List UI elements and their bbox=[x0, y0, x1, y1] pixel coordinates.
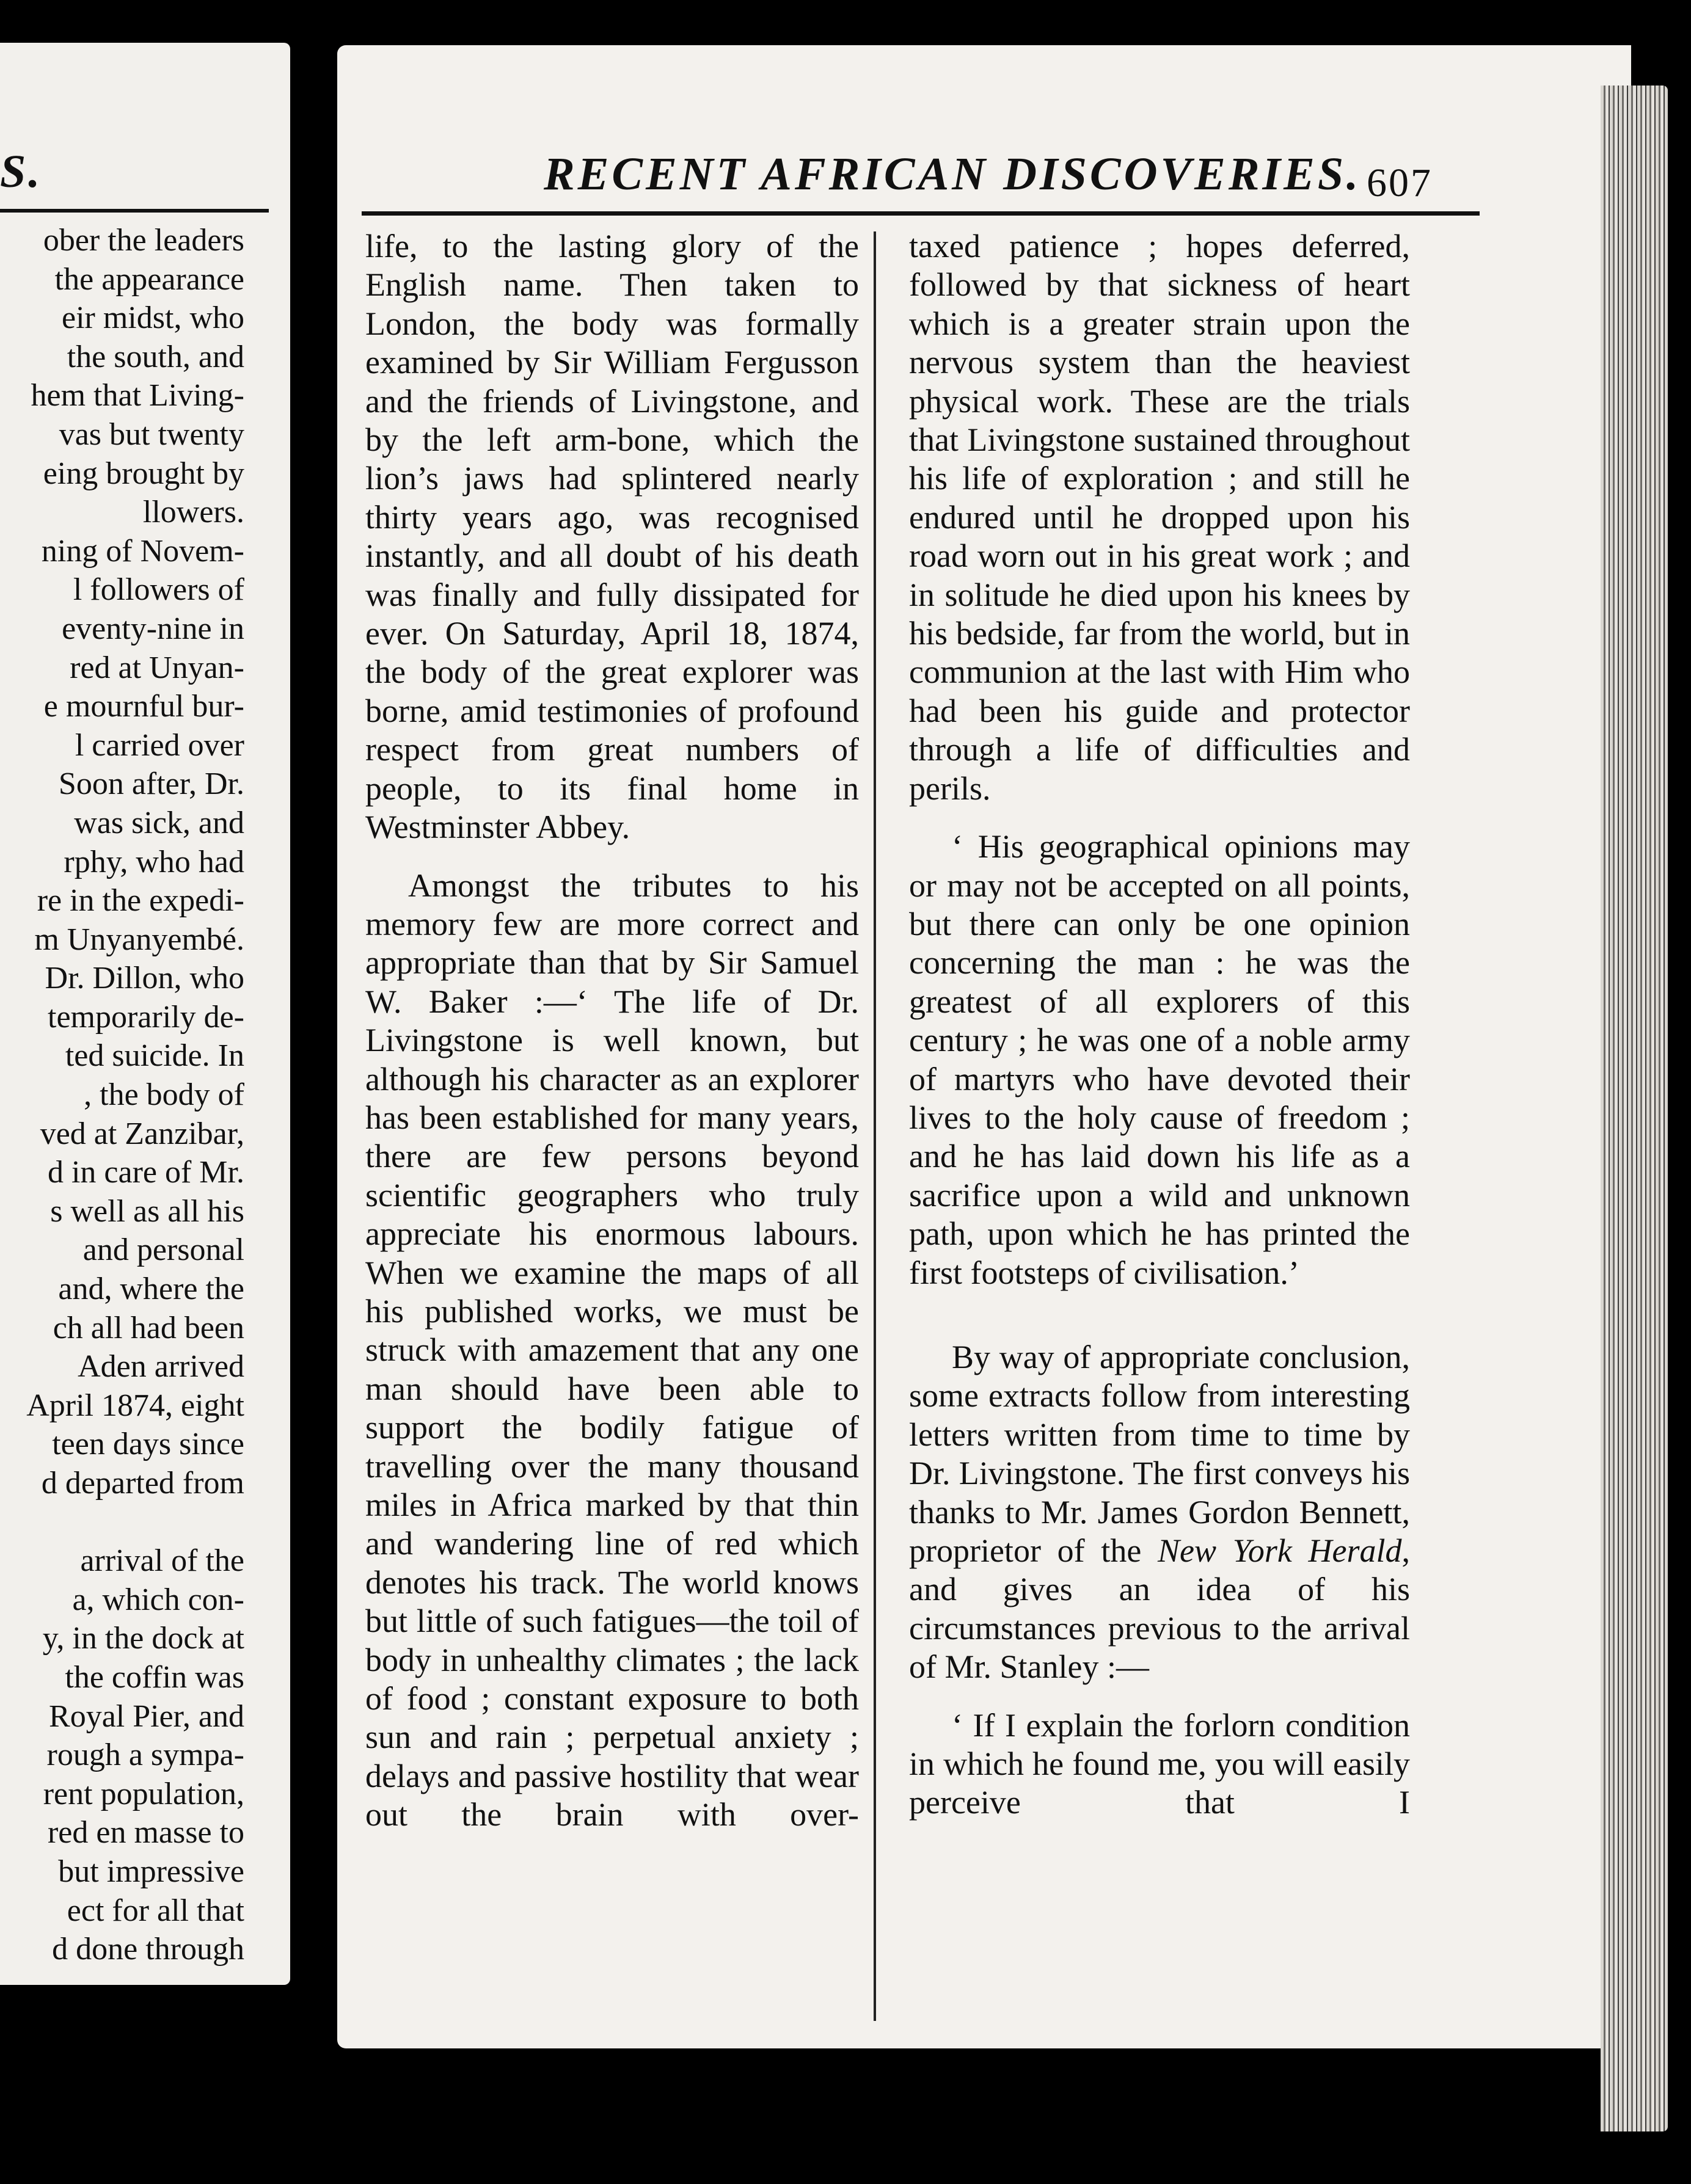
header-rule bbox=[362, 211, 1480, 216]
text-line: arrival of the bbox=[80, 1543, 244, 1579]
text-line: hem that Living- bbox=[31, 378, 244, 413]
text-line: m Unyanyembé. bbox=[34, 922, 244, 957]
text-line: ober the leaders bbox=[43, 223, 244, 258]
previous-page-fragment bbox=[0, 43, 290, 1985]
previous-page-head-rule bbox=[0, 209, 269, 213]
text-line bbox=[0, 1503, 244, 1542]
paragraph-text: By way of appropriate conclusion, some extracts follow from interesting letters written from time to time by Dr. Livingstone. The first conveys his thanks to Mr. James Gordon Bennett, proprietor of the bbox=[909, 1338, 1410, 1569]
text-line: y, in the dock at bbox=[42, 1621, 244, 1656]
newspaper-title: New York Herald bbox=[1158, 1532, 1402, 1569]
text-line: the south, and bbox=[67, 339, 244, 374]
previous-page-running-head: S. bbox=[0, 146, 43, 197]
text-line: d done through bbox=[52, 1932, 244, 1967]
text-line: temporarily de- bbox=[48, 999, 244, 1035]
text-column-left bbox=[365, 227, 859, 1835]
text-line: eventy-nine in bbox=[62, 611, 244, 646]
paragraph: life, to the lasting glory of the English name. Then taken to London, the body was formally examined by Sir William Fergusson and the friends of Livingstone, and by the left arm-bone, which the lion’s jaws had splintered nearly thirty years ago, was recognised instantly, and all doubt of his death was finally and fully dissipated for ever. On Saturday, April 18, 1874, the body of the great explorer was borne, amid testimonies of profound respect from great numbers of people, to its final home in Westminster Abbey. bbox=[365, 228, 859, 846]
text-line: and, where the bbox=[58, 1272, 244, 1307]
text-line: s well as all his bbox=[50, 1193, 244, 1229]
text-line: red en masse to bbox=[47, 1815, 244, 1851]
text-line: eing brought by bbox=[43, 456, 244, 491]
text-line: d in care of Mr. bbox=[47, 1155, 244, 1190]
text-line: but impressive bbox=[58, 1854, 244, 1889]
text-line: red at Unyan- bbox=[70, 650, 244, 685]
text-column-right bbox=[909, 227, 1410, 1822]
text-line: a, which con- bbox=[72, 1582, 244, 1617]
text-line: , the body of bbox=[84, 1077, 244, 1113]
paragraph: ‘ His geographical opinions may or may not be accepted on all points, but there can only be one opinion concerning the man : he was the greatest of all explorers of this century ; he was one of a noble army of martyrs who have devoted their lives to the holy cause of freedom ; and he has laid down his life as a sacrifice upon a wild and unknown path, upon which he has printed the first footsteps of civilisation.’ bbox=[909, 828, 1410, 1291]
text-line: Soon after, Dr. bbox=[58, 766, 244, 802]
text-line: d departed from bbox=[41, 1466, 244, 1501]
text-line: Aden arrived bbox=[78, 1349, 244, 1385]
book-gutter bbox=[290, 0, 340, 2184]
text-line: rent population, bbox=[43, 1776, 244, 1811]
running-head: RECENT AFRICAN DISCOVERIES. bbox=[544, 148, 1362, 200]
paragraph bbox=[909, 1338, 1410, 1687]
paragraph: taxed patience ; hopes deferred, followed by that sickness of heart which is a greater strain upon the nervous system than the heaviest physical work. These are the trials that Livingstone sustained throughout his life of exploration ; and still he endured until he dropped upon his road worn out in his great work ; and in solitude he died upon his knees by his bedside, far from the world, but in communion at the last with Him who had been his guide and protector through a life of difficulties and perils. bbox=[909, 228, 1410, 807]
paragraph-text: , and gives an idea of his circumstances previous to the arrival of Mr. Stanley :— bbox=[909, 1532, 1411, 1686]
text-line: was sick, and bbox=[74, 805, 244, 840]
text-line: eir midst, who bbox=[62, 300, 244, 336]
text-line: l followers of bbox=[73, 572, 244, 608]
text-line: ning of Novem- bbox=[41, 533, 244, 569]
text-line: ch all had been bbox=[53, 1310, 244, 1345]
text-line: Dr. Dillon, who bbox=[45, 961, 244, 996]
text-line: ved at Zanzibar, bbox=[40, 1116, 244, 1151]
text-line: llowers. bbox=[142, 495, 244, 530]
text-line: e mournful bur- bbox=[43, 689, 244, 724]
previous-page-text bbox=[0, 221, 244, 1969]
text-line: vas but twenty bbox=[59, 417, 244, 452]
text-line: Royal Pier, and bbox=[49, 1698, 244, 1734]
page-number: 607 bbox=[1367, 161, 1433, 205]
text-line: ect for all that bbox=[67, 1893, 244, 1928]
text-line: and personal bbox=[82, 1232, 244, 1268]
text-line: the coffin was bbox=[65, 1659, 244, 1695]
text-line: rphy, who had bbox=[64, 844, 244, 879]
text-line: l carried over bbox=[75, 727, 244, 763]
paragraph: Amongst the tributes to his memory few are more correct and appropriate than that by Sir Samuel W. Baker :—‘ The life of Dr. Livingstone is well known, but although his character as an explorer has been established for many years, there are few persons beyond scientific geographers who truly appreciate his enormous labours. When we examine the maps of all his published works, we must be struck with amazement that any one man should have been able to support the bodily fatigue of travelling over the many thousand miles in Africa marked by that thin and wandering line of red which denotes his track. The world knows but little of such fatigues—the toil of body in unhealthy climates ; the lack of food ; constant exposure to both sun and rain ; perpetual anxiety ; delays and passive hostility that wear out the brain with over- bbox=[365, 867, 859, 1833]
text-line: teen days since bbox=[52, 1427, 244, 1462]
text-line: the appearance bbox=[54, 261, 244, 297]
text-line: ted suicide. In bbox=[65, 1038, 244, 1074]
text-line: re in the expedi- bbox=[37, 883, 244, 919]
book-page bbox=[337, 45, 1631, 2048]
column-rule bbox=[874, 231, 876, 2021]
text-line: rough a sympa- bbox=[46, 1738, 244, 1773]
text-line: April 1874, eight bbox=[26, 1388, 244, 1423]
paragraph: ‘ If I explain the forlorn condition in which he found me, you will easily perceive that I bbox=[909, 1706, 1410, 1821]
page-edges bbox=[1601, 86, 1668, 2131]
